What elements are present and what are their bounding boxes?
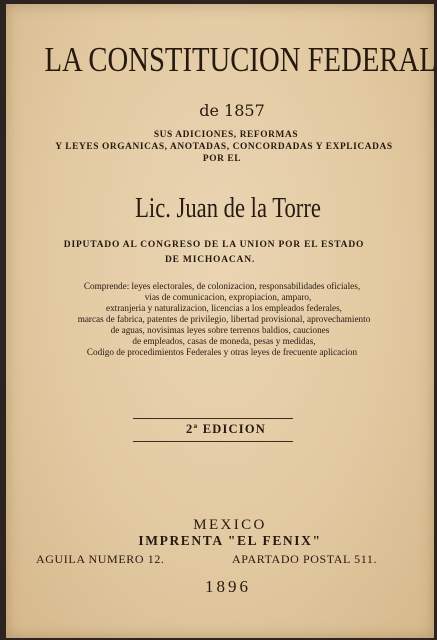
title-page xyxy=(6,4,437,638)
printer-address: AGUILA NUMERO 12. xyxy=(36,552,165,566)
edition-label: 2ª EDICION xyxy=(186,422,266,436)
constitution-year: de 1857 xyxy=(199,101,265,120)
contents-line-3: extranjeria y naturalizacion, licencias a los empleados federales, xyxy=(106,303,342,313)
publication-year: 1896 xyxy=(205,577,251,596)
author-name: Lic. Juan de la Torre xyxy=(135,192,321,224)
contents-line-5: de aguas, novisimas leyes sobre terrenos baldios, cauciones xyxy=(110,325,330,335)
deputy-line-2: DE MICHOACAN. xyxy=(164,255,256,265)
edition-rule-bottom xyxy=(133,441,293,442)
contents-line-6: de empleados, casas de moneda, pesas y medidas, xyxy=(132,336,316,346)
publication-city: MEXICO xyxy=(193,517,267,533)
printer-name: IMPRENTA "EL FENIX" xyxy=(138,533,322,548)
contents-line-7: Codigo de procedimientos Federales y otras leyes de frecuente aplicacion xyxy=(86,347,358,357)
book-title: LA CONSTITUCION FEDERAL xyxy=(44,40,437,79)
contents-line-4: marcas de fabrica, patentes de privilegio, libertad provisional, aprovechamiento xyxy=(77,314,371,324)
additions-line-3: POR EL xyxy=(202,154,242,164)
additions-line-1: SUS ADICIONES, REFORMAS xyxy=(153,130,299,140)
edition-rule-top xyxy=(133,418,293,419)
contents-line-1: Comprende: leyes electorales, de colonizacion, responsabilidades oficiales, xyxy=(83,281,361,291)
contents-line-2: vias de comunicacion, expropiacion, amparo, xyxy=(144,292,312,302)
deputy-line-1: DIPUTADO AL CONGRESO DE LA UNION POR EL ESTADO xyxy=(63,240,365,250)
postal-box: APARTADO POSTAL 511. xyxy=(232,552,378,566)
additions-line-2: Y LEYES ORGANICAS, ANOTADAS, CONCORDADAS Y EXPLICADAS xyxy=(55,142,393,152)
